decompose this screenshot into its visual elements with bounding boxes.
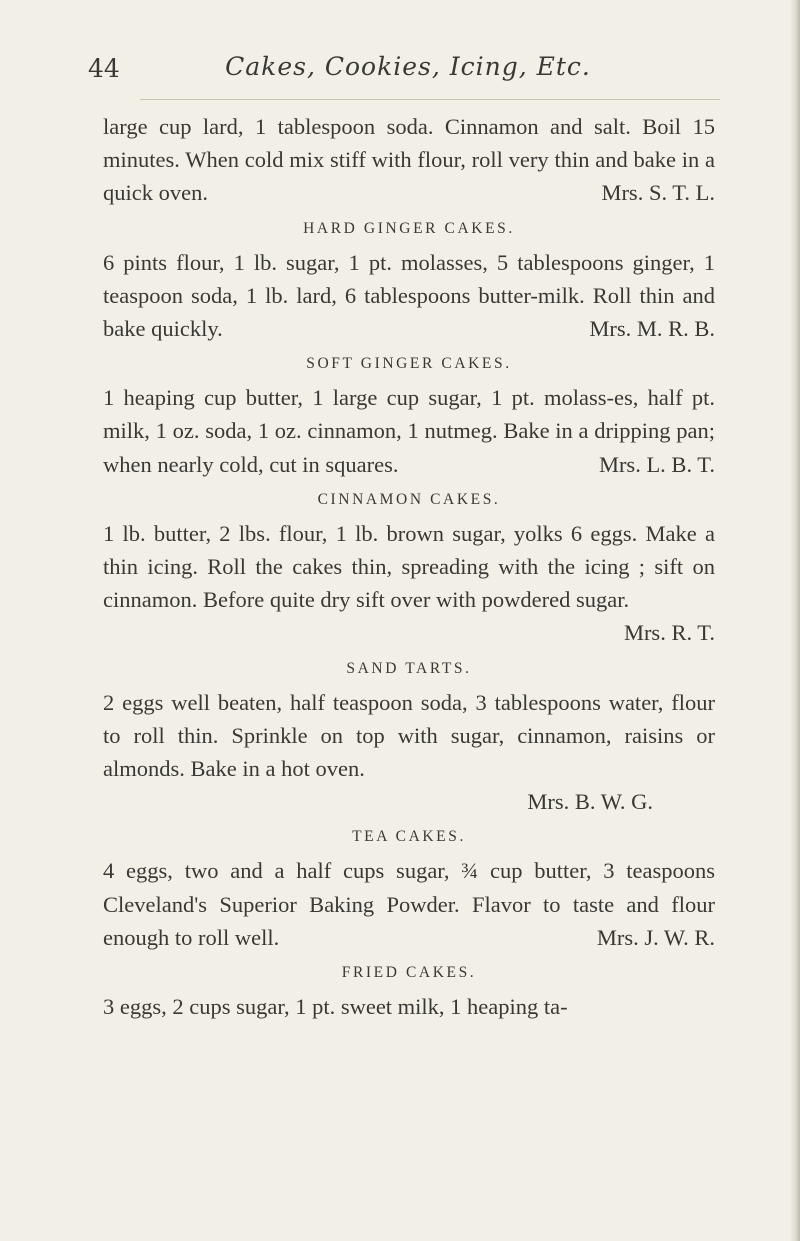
recipe-cinnamon-cakes — [103, 483, 715, 650]
running-title: Cakes, Cookies, Icing, Etc. — [225, 52, 591, 81]
recipe-content — [103, 110, 715, 1023]
recipe-text — [103, 381, 715, 481]
recipe-signature: Mrs. L. B. T. — [598, 451, 715, 477]
recipe-text — [103, 686, 715, 786]
recipe-tea-cakes — [103, 820, 715, 954]
recipe-text — [103, 110, 715, 210]
recipe-heading: HARD GINGER CAKES. — [303, 219, 515, 237]
header-rule — [140, 99, 720, 100]
recipe-text — [103, 517, 715, 646]
recipe-body: 1 lb. butter, 2 lbs. flour, 1 lb. brown sugar, yolks 6 eggs. Make a thin icing. Roll the cakes thin, spreading with the icing ; sift on cinnamon. Before quite dry sift over with powdered sugar. — [103, 520, 715, 613]
recipe-hard-ginger-cakes — [103, 212, 715, 346]
recipe-signature: Mrs. J. W. R. — [596, 924, 715, 950]
page-edge-shadow — [790, 0, 800, 1241]
recipe-body: 1 heaping cup butter, 1 large cup sugar, 1 pt. molass-es, half pt. milk, 1 oz. soda, 1 oz. cinnamon, 1 nutmeg. Bake in a dripping pan; when nearly cold, cut in squares. — [103, 385, 715, 477]
recipe-body: 3 eggs, 2 cups sugar, 1 pt. sweet milk, 1 heaping ta- — [103, 994, 568, 1020]
recipe-body: 2 eggs well beaten, half teaspoon soda, 3 tablespoons water, flour to roll thin. Sprinkle on top with sugar, cinnamon, raisins or almonds. Bake in a hot oven. — [103, 689, 715, 782]
recipe-body: large cup lard, 1 tablespoon soda. Cinnamon and salt. Boil 15 minutes. When cold mix stiff with flour, roll very thin and bake in a quick oven. — [103, 114, 715, 206]
recipe-heading: TEA CAKES. — [352, 828, 466, 846]
recipe-body: 4 eggs, two and a half cups sugar, ¾ cup butter, 3 teaspoons Cleveland's Superior Baking Powder. Flavor to taste and flour enough to roll well. — [103, 858, 715, 950]
recipe-signature: Mrs. S. T. L. — [601, 180, 715, 206]
recipe-signature: Mrs. B. W. G. — [527, 789, 653, 815]
recipe-sand-tarts — [103, 652, 715, 819]
recipe-text — [103, 854, 715, 954]
recipe-text — [103, 990, 715, 1023]
recipe-body: 6 pints flour, 1 lb. sugar, 1 pt. molasses, 5 tablespoons ginger, 1 teaspoon soda, 1 lb. lard, 6 tablespoons butter-milk. Roll thin and bake quickly. — [103, 249, 715, 342]
recipe-continued — [103, 110, 715, 210]
recipe-heading: SOFT GINGER CAKES. — [306, 355, 512, 373]
recipe-signature: Mrs. M. R. B. — [589, 316, 715, 342]
page-header — [88, 52, 728, 92]
recipe-heading: SAND TARTS. — [346, 659, 472, 677]
page-number: 44 — [88, 54, 120, 83]
recipe-soft-ginger-cakes — [103, 347, 715, 481]
recipe-heading: CINNAMON CAKES. — [317, 490, 501, 508]
recipe-text — [103, 246, 715, 346]
recipe-signature: Mrs. R. T. — [623, 620, 715, 646]
recipe-fried-cakes — [103, 956, 715, 1023]
recipe-heading: FRIED CAKES. — [341, 964, 477, 982]
